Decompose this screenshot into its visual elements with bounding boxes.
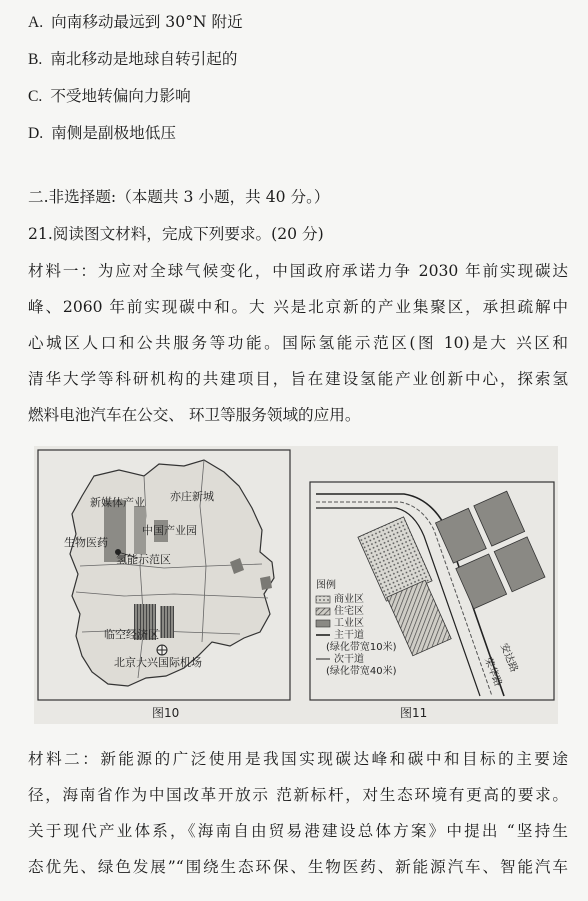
legend-secondary-road-note: (绿化带宽40米) bbox=[326, 666, 397, 677]
figure-area bbox=[34, 446, 558, 724]
figure10-caption: 图10 bbox=[152, 706, 180, 720]
option-letter: D. bbox=[28, 125, 44, 142]
material2-line: 材料二：新能源的广泛使用是我国实现碳达峰和碳中和目标的主要途 bbox=[28, 750, 568, 768]
option-letter: A. bbox=[28, 14, 44, 31]
material2-line: 态优先、绿色发展”“围绕生态环保、生物医药、新能源汽车、智能汽车 bbox=[28, 858, 568, 876]
label-new-media: 新媒体产业 bbox=[90, 496, 145, 509]
figure11-caption: 图11 bbox=[400, 706, 428, 720]
label-industrial-park: 中国产业园 bbox=[142, 524, 197, 537]
legend-commercial: 商业区 bbox=[334, 594, 364, 605]
material1-line: 心城区人口和公共服务等功能。国际氢能示范区(图 10)是大 兴区和 bbox=[28, 334, 568, 352]
section-heading: 二.非选择题:（本题共 3 小题，共 40 分。） bbox=[28, 188, 330, 206]
legend-industrial: 工业区 bbox=[334, 618, 364, 629]
option-text: 不受地转偏向力影响 bbox=[50, 87, 191, 105]
question-title: 21.阅读图文材料，完成下列要求。(20 分) bbox=[28, 225, 324, 243]
option-text: 向南移动最远到 30°N 附近 bbox=[51, 13, 243, 31]
material1-line: 清华大学等科研机构的共建项目，旨在建设氢能产业创新中心，探索氢 bbox=[28, 370, 568, 388]
option-d bbox=[28, 122, 568, 145]
zone-airport-econ-2 bbox=[160, 606, 174, 638]
material2-line: 关于现代产业体系，《海南自由贸易港建设总体方案》中提出 “坚持生 bbox=[28, 822, 568, 840]
label-hydrogen-zone: 氢能示范区 bbox=[116, 553, 171, 566]
label-biomed: 生物医药 bbox=[64, 536, 108, 549]
material1-line: 燃料电池汽车在公交、 环卫等服务领域的应用。 bbox=[28, 406, 361, 424]
material2-line: 径，海南省作为中国改革开放示 范新标杆，对生态环境有更高的要求。 bbox=[28, 786, 568, 804]
legend-main-road: 主干道 bbox=[334, 630, 364, 641]
industrial-zone bbox=[435, 491, 544, 609]
option-letter: C. bbox=[28, 88, 43, 105]
option-b bbox=[28, 48, 568, 71]
label-yizhuang: 亦庄新城 bbox=[170, 490, 214, 503]
road-label-anda: 安达路 bbox=[497, 642, 520, 674]
legend-main-road-note: (绿化带宽10米) bbox=[326, 642, 397, 653]
label-airport: 北京大兴国际机场 bbox=[114, 656, 202, 669]
option-text: 南侧是副极地低压 bbox=[51, 124, 176, 142]
legend-title: 图例 bbox=[316, 580, 336, 591]
legend-residential: 住宅区 bbox=[334, 606, 364, 617]
figures-graphic bbox=[34, 446, 558, 724]
zone-small-2 bbox=[260, 576, 272, 590]
option-text: 南北移动是地球自转引起的 bbox=[50, 50, 238, 68]
option-letter: B. bbox=[28, 51, 43, 68]
option-c bbox=[28, 85, 568, 108]
label-airport-economy: 临空经济区 bbox=[104, 628, 159, 641]
material1-line: 峰、2060 年前实现碳中和。大 兴是北京新的产业集聚区，承担疏解中 bbox=[28, 298, 568, 316]
option-a bbox=[28, 11, 568, 34]
legend-secondary-road: 次干道 bbox=[334, 654, 364, 665]
road-label-ronghua: 荣华路 bbox=[481, 656, 504, 688]
material1-line: 材料一：为应对全球气候变化，中国政府承诺力争 2030 年前实现碳达 bbox=[28, 262, 568, 280]
